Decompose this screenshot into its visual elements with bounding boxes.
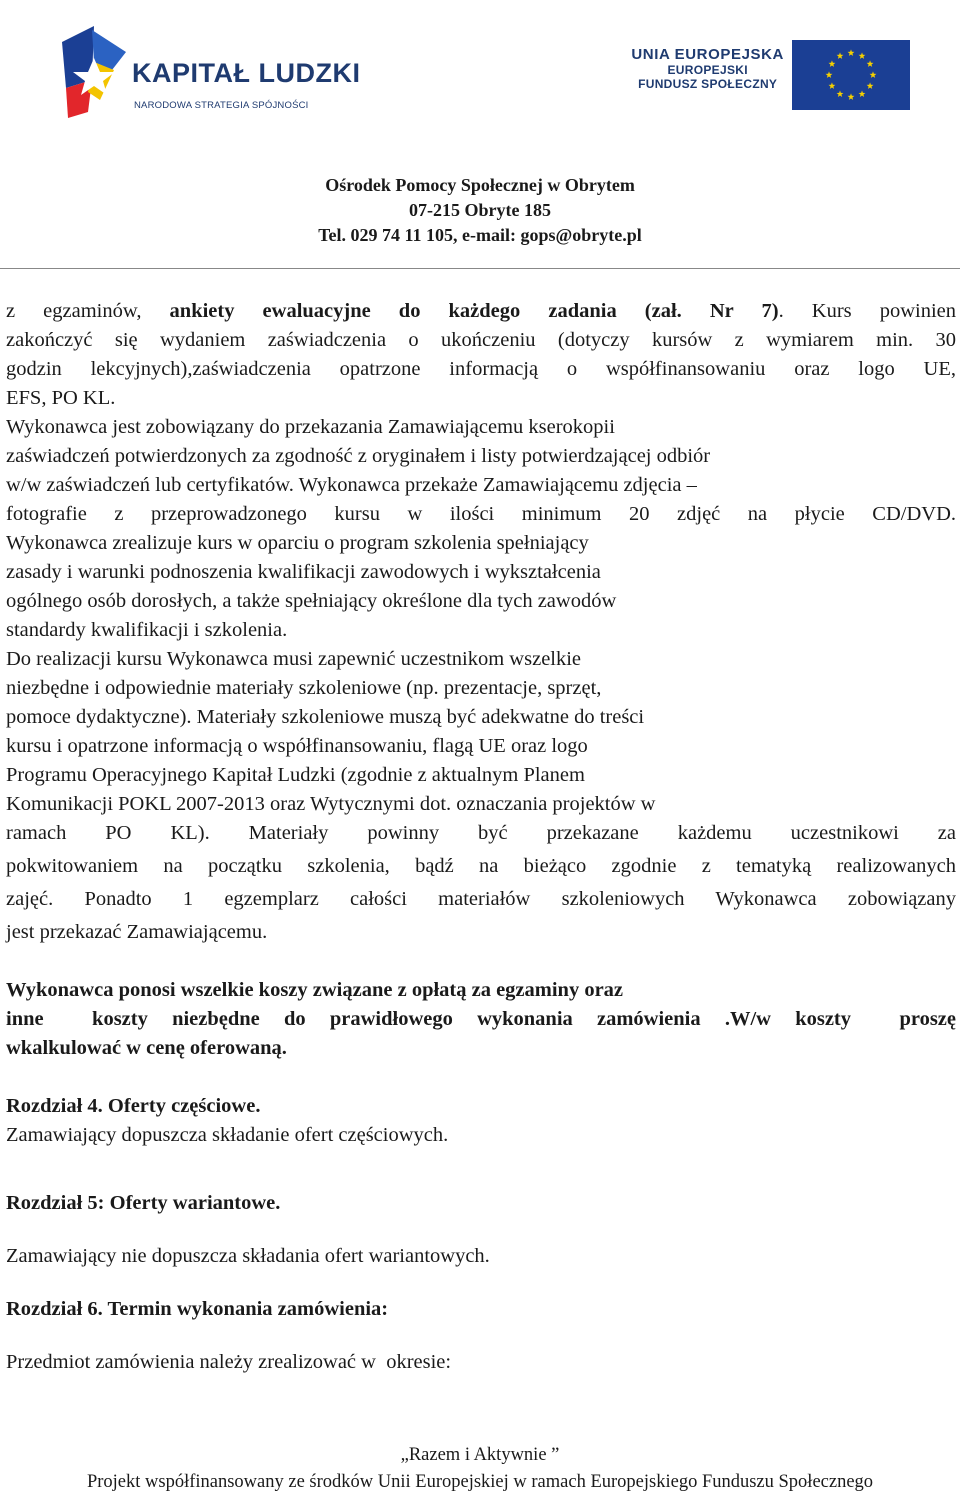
section6-text: Przedmiot zamówienia należy zrealizować w okresie:	[6, 1351, 452, 1373]
p3-line2: zasady i warunki podnoszenia kwalifikacji zawodowych i wykształcenia	[6, 561, 601, 583]
p4-line6: Komunikacji POKL 2007-2013 oraz Wytycznymi dot. oznaczania projektów w	[6, 793, 656, 815]
p2-line2: zaświadczeń potwierdzonych za zgodność z oryginałem i listy potwierdzającej odbiór	[6, 445, 711, 467]
p4-line10: jest przekazać Zamawiającemu.	[6, 921, 268, 943]
p4-line1: Do realizacji kursu Wykonawca musi zapewnić uczestnikom wszelkie	[6, 648, 582, 670]
p1-text-bold: ankiety ewaluacyjne do każdego zadania (zał. Nr 7)	[169, 300, 779, 322]
p1-line4: EFS, PO KL.	[6, 387, 116, 409]
section5-title: Rozdział 5: Oferty wariantowe.	[6, 1192, 281, 1214]
eu-logo-line3: FUNDUSZ SPOŁECZNY	[638, 77, 778, 91]
section6-title: Rozdział 6. Termin wykonania zamówienia:	[6, 1298, 389, 1320]
organization-header	[0, 173, 960, 248]
p1-text-a: z egzaminów,	[6, 300, 170, 322]
eu-flag-icon	[792, 40, 910, 110]
p5-line1: Wykonawca ponosi wszelkie koszy związane z opłatą za egzaminy oraz	[6, 979, 624, 1001]
p4-line3: pomoce dydaktyczne). Materiały szkoleniowe muszą być adekwatne do treści	[6, 706, 645, 728]
eu-logo-line1: UNIA EUROPEJSKA	[631, 46, 784, 63]
eu-efs-logo	[600, 40, 910, 112]
p2-line3: w/w zaświadczeń lub certyfikatów. Wykonawca przekaże Zamawiającemu zdjęcia –	[6, 474, 697, 496]
p4-line5: Programu Operacyjnego Kapitał Ludzki (zgodnie z aktualnym Planem	[6, 764, 585, 786]
p4-line7: ramach PO KL). Materiały powinny być przekazane każdemu uczestnikowi za	[6, 822, 956, 844]
p1-line1	[6, 297, 956, 326]
p1-line3: godzin lekcyjnych),zaświadczenia opatrzone informacją o współfinansowaniu oraz logo UE,	[6, 358, 956, 380]
p2-line4: fotografie z przeprowadzonego kursu w ilości minimum 20 zdjęć na płycie CD/DVD.	[6, 503, 956, 525]
organization-name: Ośrodek Pomocy Społecznej w Obrytem	[325, 175, 635, 195]
page-footer	[0, 1442, 960, 1496]
p3-line3: ogólnego osób dorosłych, a także spełniający określone dla tych zawodów	[6, 590, 617, 612]
kapital-ludzki-logo	[52, 22, 372, 122]
eu-logo-text	[631, 46, 784, 91]
p4-line9: zajęć. Ponadto 1 egzemplarz całości materiałów szkoleniowych Wykonawca zobowiązany	[6, 888, 956, 910]
p3-line4: standardy kwalifikacji i szkolenia.	[6, 619, 288, 641]
p4-line4: kursu i opatrzone informacją o współfinansowaniu, flagą UE oraz logo	[6, 735, 588, 757]
section5-text: Zamawiający nie dopuszcza składania ofert wariantowych.	[6, 1245, 490, 1267]
p3-line1: Wykonawca zrealizuje kurs w oparciu o program szkolenia spełniający	[6, 532, 589, 554]
p2-line1: Wykonawca jest zobowiązany do przekazania Zamawiającemu kserokopii	[6, 416, 615, 438]
p4-line2: niezbędne i odpowiednie materiały szkoleniowe (np. prezentacje, sprzęt,	[6, 677, 602, 699]
section4-text: Zamawiający dopuszcza składanie ofert częściowych.	[6, 1124, 449, 1146]
organization-address: 07-215 Obryte 185	[409, 200, 551, 220]
kapital-ludzki-subtitle: NARODOWA STRATEGIA SPÓJNOŚCI	[134, 100, 309, 111]
footer-slogan: „Razem i Aktywnie ”	[400, 1445, 560, 1465]
kapital-ludzki-emblem-icon	[52, 22, 132, 122]
p1-line2: zakończyć się wydaniem zaświadczenia o ukończeniu (dotyczy kursów z wymiarem min. 30	[6, 329, 956, 351]
p5-line2: inne koszty niezbędne do prawidłowego wykonania zamówienia .W/w koszty proszę	[6, 1008, 956, 1030]
kapital-ludzki-title: KAPITAŁ LUDZKI	[132, 58, 361, 88]
p1-text-c: . Kurs powinien	[778, 300, 956, 322]
header-divider	[0, 268, 960, 269]
p5-line3: wkalkulować w cenę oferowaną.	[6, 1037, 287, 1059]
p4-line8: pokwitowaniem na początku szkolenia, bądź na bieżąco zgodnie z tematyką realizowanych	[6, 855, 956, 877]
footer-note: Projekt współfinansowany ze środków Unii Europejskiej w ramach Europejskiego Funduszu Społecznego	[86, 1472, 874, 1492]
eu-logo-line2: EUROPEJSKI	[667, 63, 748, 77]
organization-contact: Tel. 029 74 11 105, e-mail: gops@obryte.pl	[318, 225, 642, 245]
document-body	[6, 297, 956, 1377]
section4-title: Rozdział 4. Oferty częściowe.	[6, 1095, 261, 1117]
